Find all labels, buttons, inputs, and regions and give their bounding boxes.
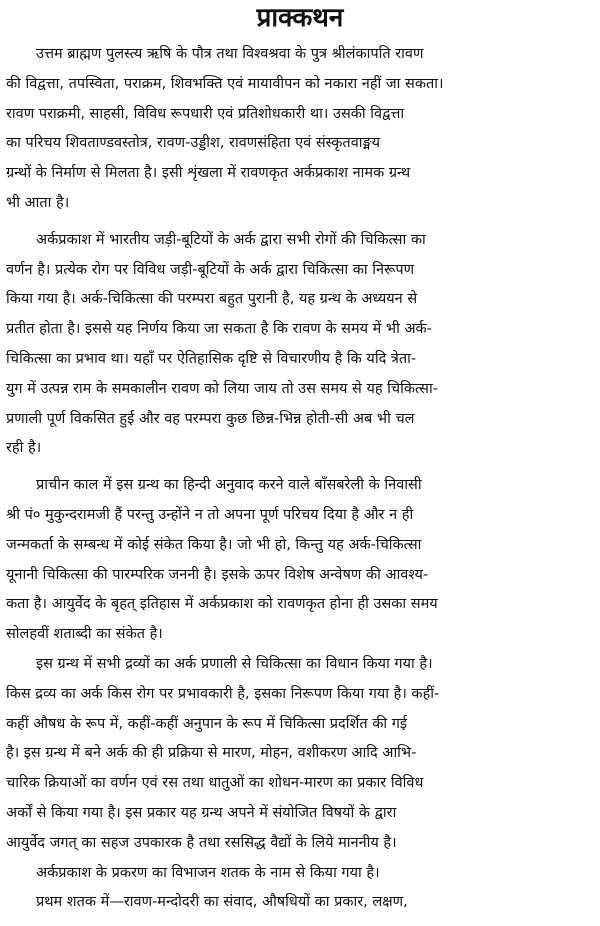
text-line: रही है। — [6, 440, 42, 457]
page-title: प्राक्कथन — [256, 3, 344, 33]
paragraph-2 — [6, 226, 594, 464]
text-line: चारिक क्रियाओं का वर्णन एवं रस तथा धातुओं का शोधन-मारण का प्रकार विविध — [6, 775, 424, 792]
text-line: वर्णन है। प्रत्येक रोग पर विविध जड़ी-बूटियों के अर्क द्वारा चिकित्सा का निरूपण — [6, 261, 415, 278]
text-line: किस द्रव्य का अर्क किस रोग पर प्रभावकारी है, इसका निरूपण किया गया है। कहीं- — [6, 685, 440, 702]
text-line: अर्कप्रकाश में भारतीय जड़ी-बूटियों के अर्क द्वारा सभी रोगों की चिकित्सा का — [36, 231, 426, 248]
text-line: आयुर्वेद जगत् का सहज उपकारक है तथा रससिद्ध वैद्यों के लिये माननीय है। — [6, 834, 397, 851]
text-line: कहीं औषध के रूप में, कहीं-कहीं अनुपान के रूप में चिकित्सा प्रदर्शित की गई — [6, 715, 408, 732]
paragraph-4 — [6, 650, 594, 859]
text-line: ग्रन्थों के निर्माण से मिलता है। इसी शृंखला में रावणकृत अर्कप्रकाश नामक ग्रन्थ — [6, 165, 411, 182]
text-line: युग में उत्पन्न राम के समकालीन रावण को लिया जाय तो उस समय से यह चिकित्सा- — [6, 380, 438, 397]
text-line: रावण पराक्रमी, साहसी, विविध रूपधारी एवं प्रतिशोधकारी था। उसकी विद्वत्ता — [6, 105, 405, 122]
text-line: जन्मकर्ता के सम्बन्ध में कोई संकेत किया है। जो भी हो, किन्तु यह अर्क-चिकित्सा — [6, 536, 422, 553]
paragraph-6 — [6, 888, 594, 918]
body-text — [6, 40, 594, 918]
text-line: इस ग्रन्थ में सभी द्रव्यों का अर्क प्रणाली से चिकित्सा का विधान किया गया है। — [36, 655, 433, 672]
paragraph-1 — [6, 40, 594, 219]
text-line: चिकित्सा का प्रभाव था। यहाँ पर ऐतिहासिक दृष्टि से विचारणीय है कि यदि त्रेता- — [6, 350, 417, 367]
text-line: कता है। आयुर्वेद के बृहत् इतिहास में अर्कप्रकाश को रावणकृत होना ही उसका समय — [6, 596, 438, 613]
text-line: का परिचय शिवताण्डवस्तोत्र, रावण-उड्डीश, रावणसंहिता एवं संस्कृतवाङ्मय — [6, 135, 381, 152]
text-line: श्री पं० मुकुन्दरामजी हैं परन्तु उन्होंने न तो अपना पूर्ण परिचय दिया है और न ही — [6, 506, 414, 523]
text-line: प्रथम शतक में—रावण-मन्दोदरी का संवाद, औषधियों का प्रकार, लक्षण, — [36, 894, 408, 911]
text-line: प्राचीन काल में इस ग्रन्थ का हिन्दी अनुवाद करने वाले बाँसबरेली के निवासी — [36, 477, 422, 494]
text-line: यूनानी चिकित्सा की पारम्परिक जननी है। इसके ऊपर विशेष अन्वेषण की आवश्य- — [6, 566, 429, 583]
text-line: सोलहवीं शताब्दी का संकेत है। — [6, 626, 163, 643]
text-line: अर्कों से किया गया है। इस प्रकार यह ग्रन्थ अपने में संयोजित विषयों के द्वारा — [6, 804, 397, 821]
text-line: प्रतीत होता है। इससे यह निर्णय किया जा सकता है कि रावण के समय में भी अर्क- — [6, 321, 432, 338]
paragraph-3 — [6, 471, 594, 650]
text-line: अर्कप्रकाश के प्रकरण का विभाजन शतक के नाम से किया गया है। — [36, 864, 380, 881]
paragraph-5 — [6, 859, 594, 889]
text-line: उत्तम ब्राह्मण पुलस्त्य ऋषि के पौत्र तथा विश्वश्रवा के पुत्र श्रीलंकापति रावण — [36, 46, 424, 62]
text-line: की विद्वत्ता, तपस्विता, पराक्रम, शिवभक्ति एवं मायावीपन को नकारा नहीं जा सकता। — [6, 75, 444, 92]
text-line: किया गया है। अर्क-चिकित्सा की परम्परा बहुत पुरानी है, यह ग्रन्थ के अध्ययन से — [6, 291, 418, 308]
text-line: है। इस ग्रन्थ में बने अर्क की ही प्रक्रिया से मारण, मोहन, वशीकरण आदि आभि- — [6, 745, 417, 762]
text-line: भी आता है। — [6, 194, 70, 211]
text-line: प्रणाली पूर्ण विकसित हुई और वह परम्परा कुछ छिन्न-भिन्न होती-सी अब भी चल — [6, 410, 415, 427]
